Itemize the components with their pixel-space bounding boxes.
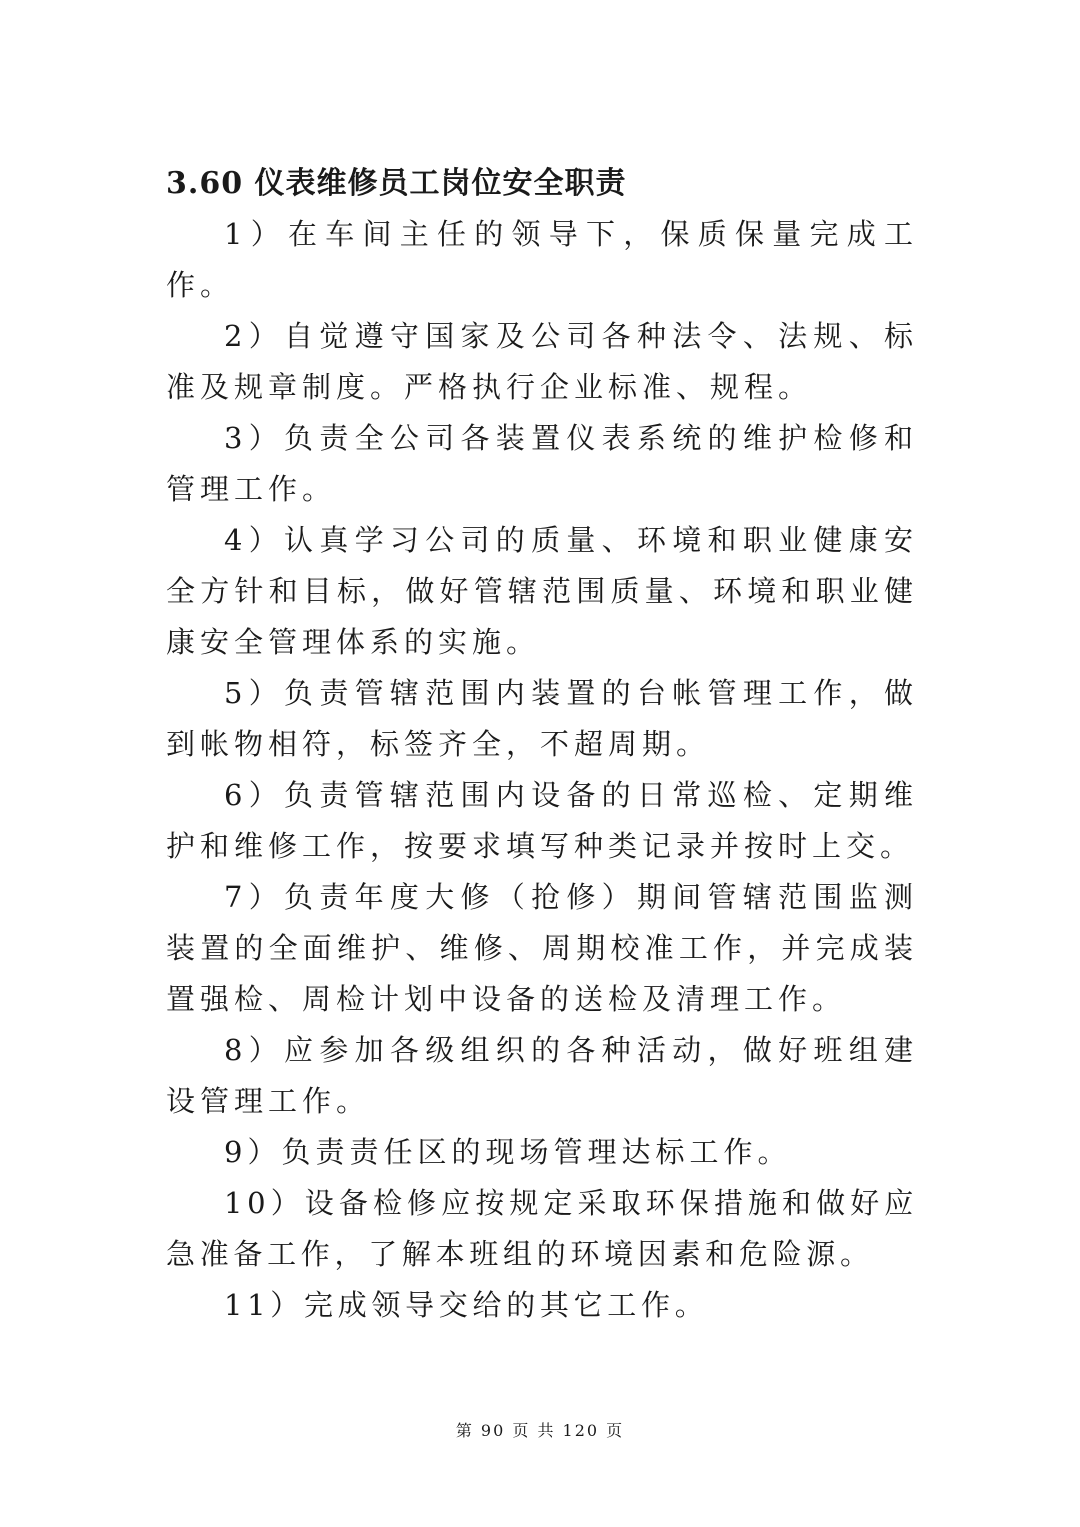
document-page bbox=[166, 158, 918, 1331]
duty-item-4: 4）认真学习公司的质量、环境和职业健康安全方针和目标，做好管辖范围质量、环境和职业健康安全管理体系的实施。 bbox=[166, 523, 918, 659]
section-title: 3.60 仪表维修员工岗位安全职责 bbox=[166, 166, 627, 201]
duty-item-3: 3）负责全公司各装置仪表系统的维护检修和管理工作。 bbox=[166, 421, 918, 506]
duty-item-9: 9）负责责任区的现场管理达标工作。 bbox=[224, 1135, 792, 1169]
duty-item-6: 6）负责管辖范围内设备的日常巡检、定期维护和维修工作，按要求填写种类记录并按时上交。 bbox=[166, 778, 918, 863]
duty-item-1: 1）在车间主任的领导下，保质保量完成工作。 bbox=[166, 217, 918, 302]
duty-item-7: 7）负责年度大修（抢修）期间管辖范围监测装置的全面维护、维修、周期校准工作，并完成装置强检、周检计划中设备的送检及清理工作。 bbox=[166, 880, 918, 1016]
duty-item-5: 5）负责管辖范围内装置的台帐管理工作，做到帐物相符，标签齐全，不超周期。 bbox=[166, 676, 918, 761]
duty-item-2: 2）自觉遵守国家及公司各种法令、法规、标准及规章制度。严格执行企业标准、规程。 bbox=[166, 319, 918, 404]
duty-item-8: 8）应参加各级组织的各种活动，做好班组建设管理工作。 bbox=[166, 1033, 918, 1118]
page-number-footer: 第 90 页 共 120 页 bbox=[455, 1421, 625, 1440]
duty-item-10: 10）设备检修应按规定采取环保措施和做好应急准备工作，了解本班组的环境因素和危险源。 bbox=[166, 1186, 918, 1271]
duty-item-11: 11）完成领导交给的其它工作。 bbox=[224, 1288, 709, 1322]
